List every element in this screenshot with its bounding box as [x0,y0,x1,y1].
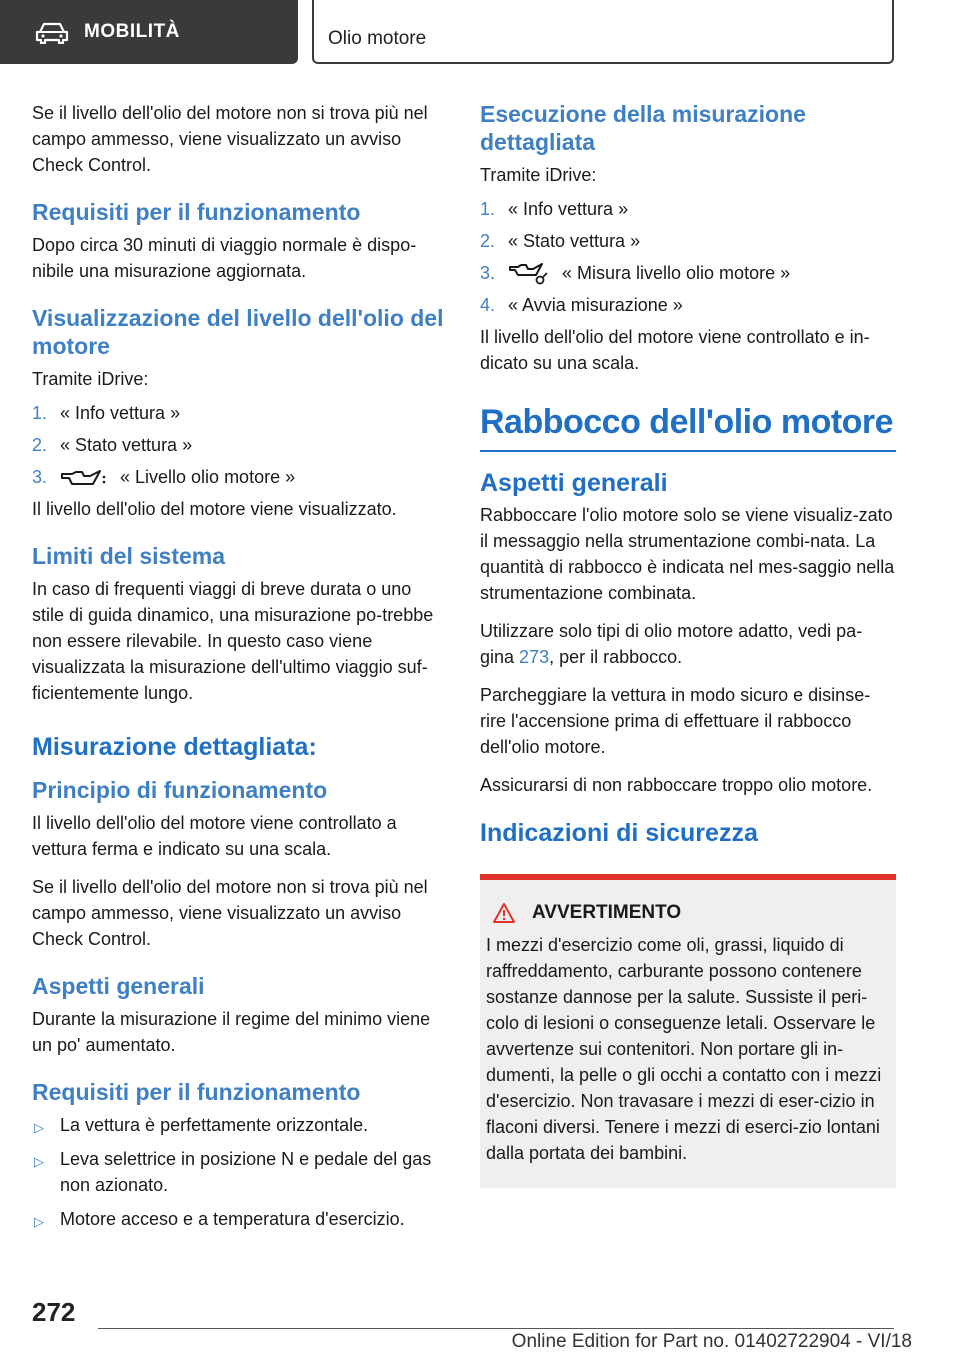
section-label: MOBILITÀ [84,21,180,42]
section-tab[interactable] [0,0,298,64]
right-column [480,100,896,1188]
triangle-bullet-icon: ▷ [34,1214,44,1229]
refill-text-4: Assicurarsi di non rabboccare troppo olio motore. [480,775,873,795]
refill-text-3: Parcheggiare la vettura in modo sicuro e disinse-rire l'accensione prima di effettuare il rabbocco dell'olio motore. [480,685,871,757]
footer-divider [98,1328,894,1329]
limits-text: In caso di frequenti viaggi di breve durata o uno stile di guida dinamico, una misurazione po-trebbe non essere rilevabile. In questo caso viene visualizzata la misurazione dell'ultimo viaggio suf-ficientemente lungo. [32,579,434,703]
general-text: Durante la misurazione il regime del minimo viene un po' aumentato. [32,1009,431,1055]
oil-level-measure-icon [508,263,548,285]
triangle-bullet-icon: ▷ [34,1120,44,1135]
oil-can-icon [60,468,106,488]
execution-after: Il livello dell'olio del motore viene controllato e in-dicato su una scala. [480,327,870,373]
warning-text: I mezzi d'esercizio come oli, grassi, liquido di raffreddamento, carburante possono contenere sostanze dannose per la salute. Sussiste il peri-colo di lesioni o conseguenze letali. Osservare le avvertenze sui contenitori. Non portare gli in-dumenti, la pelle o gli occhi a contatto con i mezzi d'esercizio. Non travasare i mezzi di eser-cizio in flaconi diversi. Tenere i mezzi di eserci-zio lontani dalla portata dei bambini. [486,935,882,1163]
triangle-bullet-icon: ▷ [34,1154,44,1169]
warning-triangle-icon [492,902,516,924]
limits-heading: Limiti del sistema [32,543,226,569]
warning-box [480,874,896,1188]
detail-heading: Misurazione dettagliata: [32,733,317,761]
list-item: ▷ La vettura è perfettamente orizzontale. [32,1112,448,1138]
display-intro: Tramite iDrive: [32,369,149,389]
refill-general-heading: Aspetti generali [480,469,668,497]
refill-text-2: Utilizzare solo tipi di olio motore adatto, vedi pa-gina 273, per il rabbocco. [480,621,863,667]
edition-text: Online Edition for Part no. 01402722904 - VI/18 [511,1331,912,1352]
refill-heading: Rabbocco dell'olio motore [480,400,896,452]
list-item: ▷ Motore acceso e a temperatura d'esercizio. [32,1206,448,1232]
left-column [32,100,448,1240]
intro-text: Se il livello dell'olio del motore non si trova più nel campo ammesso, viene visualizzato un avviso Check Control. [32,103,428,175]
requirements2-list [32,1112,448,1232]
display-steps [32,400,448,490]
list-item[interactable]: 2. « Stato vettura » [480,231,641,251]
list-item[interactable]: 3. « Misura livello olio motore » [480,260,896,286]
refill-text-1: Rabboccare l'olio motore solo se viene visualiz-zato il messaggio nella strumentazione combi-nata. La quantità di rabbocco è indicata nel mes-saggio nella strumentazione combinata. [480,505,895,603]
list-item[interactable]: 1. « Info vettura » [480,199,629,219]
execution-intro: Tramite iDrive: [480,165,597,185]
principle-text-2: Se il livello dell'olio del motore non si trova più nel campo ammesso, viene visualizzato un avviso Check Control. [32,877,428,949]
display-after: Il livello dell'olio del motore viene visualizzato. [32,499,397,519]
requirements-text: Dopo circa 30 minuti di viaggio normale è dispo-nibile una misurazione aggiornata. [32,235,417,281]
list-item[interactable]: 3. « Livello olio motore » [32,467,296,487]
page-link[interactable]: 273 [519,647,550,667]
execution-heading: Esecuzione della misurazione dettagliata [480,101,806,155]
safety-heading: Indicazioni di sicurezza [480,819,758,847]
principle-heading: Principio di funzionamento [32,777,328,803]
requirements2-heading: Requisiti per il funzionamento [32,1079,361,1105]
list-item[interactable]: 1. « Info vettura » [32,403,181,423]
display-heading: Visualizzazione del livello dell'olio del motore [32,305,444,359]
list-item[interactable]: 2. « Stato vettura » [32,435,193,455]
car-icon [34,20,70,44]
list-item: ▷ Leva selettrice in posizione N e pedale del gas non azionato. [34,1149,432,1195]
chapter-tab[interactable] [312,0,894,64]
list-item[interactable]: 4. « Avvia misurazione » [480,295,683,315]
warning-label: AVVERTIMENTO [532,902,682,923]
execution-steps [480,196,896,318]
page-number: 272 [32,1297,76,1327]
chapter-label: Olio motore [328,28,427,49]
requirements-heading: Requisiti per il funzionamento [32,199,361,225]
principle-text-1: Il livello dell'olio del motore viene controllato a vettura ferma e indicato su una scala. [32,813,397,859]
general-heading: Aspetti generali [32,973,205,999]
